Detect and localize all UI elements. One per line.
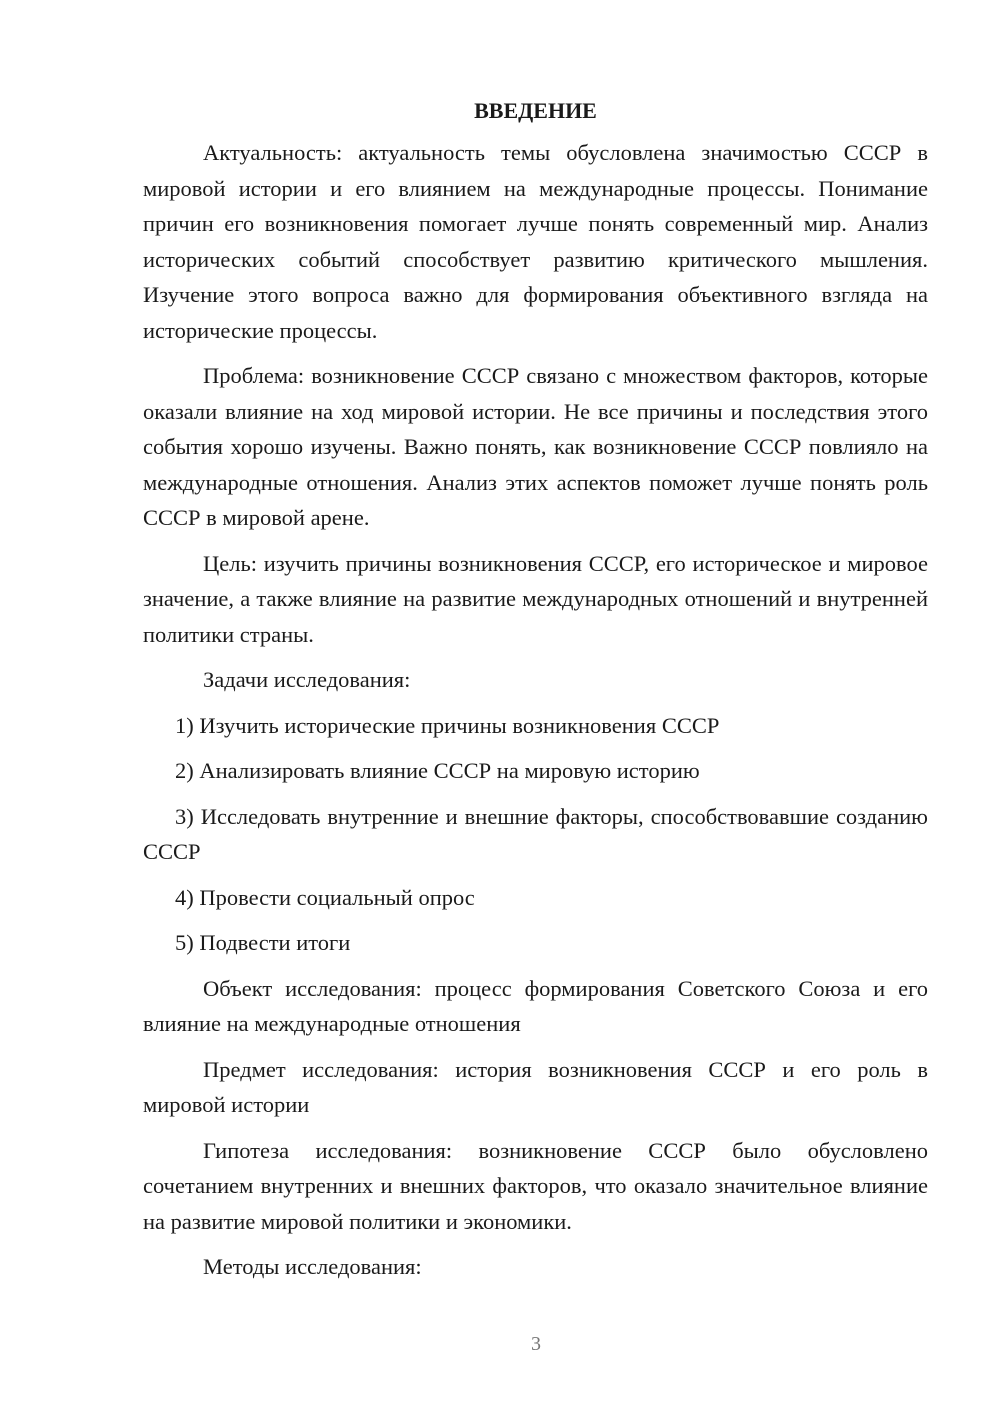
tasks-list	[143, 708, 928, 961]
list-item: 3) Исследовать внутренние и внешние факторы, способствовавшие созданию СССР	[143, 803, 928, 864]
page-content	[143, 95, 928, 1295]
methods-heading: Методы исследования:	[203, 1254, 422, 1279]
list-item: 1) Изучить исторические причины возникновения СССР	[175, 712, 720, 738]
paragraph-subject: Предмет исследования: история возникновения СССР и его роль в мировой истории	[143, 1056, 928, 1117]
page-number: 3	[531, 1333, 541, 1355]
section-title: ВВЕДЕНИЕ	[474, 98, 597, 123]
list-item: 2) Анализировать влияние СССР на мировую историю	[175, 758, 700, 783]
paragraph-goal: Цель: изучить причины возникновения СССР, его историческое и мировое значение, а также влияние на развитие международных отношений и внутренней политики страны.	[143, 550, 928, 647]
list-item: 5) Подвести итоги	[175, 930, 351, 955]
paragraph-hypothesis: Гипотеза исследования: возникновение СССР было обусловлено сочетанием внутренних и внешних факторов, что оказало значительное влияние на развитие мировой политики и экономики.	[143, 1137, 928, 1234]
list-item: 4) Провести социальный опрос	[175, 884, 475, 910]
paragraph-relevance: Актуальность: актуальность темы обусловлена значимостью СССР в мировой истории и его влиянием на международные процессы. Понимание причин его возникновения помогает лучше понять современный мир. Анализ исторических событий способствует развитию критического мышления. Изучение этого вопроса важно для формирования объективного взгляда на исторические процессы.	[143, 140, 928, 343]
paragraph-problem: Проблема: возникновение СССР связано с множеством факторов, которые оказали влияние на ход мировой истории. Не все причины и последствия этого события хорошо изучены. Важно понять, как возникновение СССР повлияло на международные отношения. Анализ этих аспектов поможет лучше понять роль СССР в мировой арене.	[143, 363, 928, 530]
paragraph-object: Объект исследования: процесс формирования Советского Союза и его влияние на международные отношения	[143, 975, 928, 1036]
tasks-heading: Задачи исследования:	[203, 667, 411, 692]
